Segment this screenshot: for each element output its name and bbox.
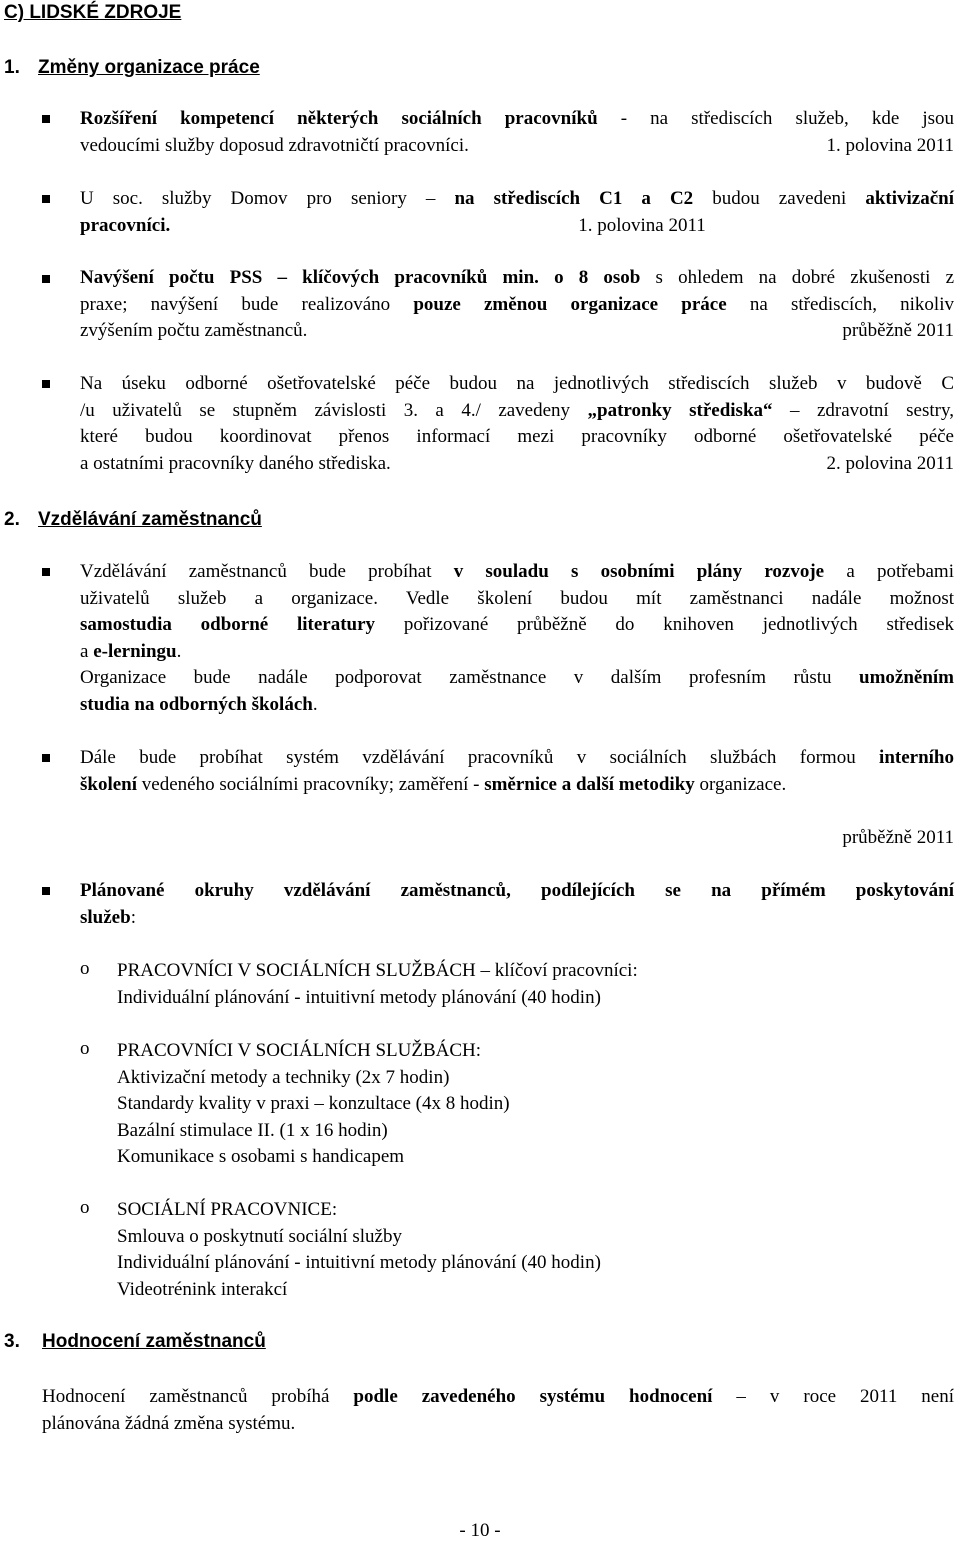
paragraph-competences xyxy=(80,106,954,159)
section-1-title: Změny organizace práce xyxy=(38,57,260,78)
section-2-title: Vzdělávání zaměstnanců xyxy=(38,509,262,530)
text: s ohledem na dobré zkušenosti z xyxy=(640,267,954,288)
text: budou zavedeni xyxy=(693,188,866,209)
text: U soc. služby Domov pro seniory – xyxy=(80,188,455,209)
text: : xyxy=(130,906,136,928)
square-bullet-icon xyxy=(42,380,50,388)
date-note: 2. polovina 2011 xyxy=(826,452,954,474)
section-1-number: 1. xyxy=(4,57,20,78)
text: /u uživatelů se stupněm závislosti 3. a 4./ zavedeny xyxy=(80,399,588,421)
training-group-social-clerks xyxy=(117,1197,601,1303)
bold-text: pouze změnou organizace práce xyxy=(413,293,727,315)
paragraph-nursing-care xyxy=(80,371,954,477)
section-3-number: 3. xyxy=(4,1331,20,1352)
group-line: Smlouva o poskytnutí sociální služby xyxy=(117,1225,402,1247)
date-note: 1. polovina 2011 xyxy=(826,134,954,156)
page-number: - 10 - xyxy=(459,1520,501,1541)
paragraph-planned-training xyxy=(80,878,954,931)
bold-text: aktivizační xyxy=(865,188,954,209)
square-bullet-icon xyxy=(42,275,50,283)
group-title: PRACOVNÍCI V SOCIÁLNÍCH SLUŽBÁCH – klíčoví pracovníci: xyxy=(117,960,638,981)
bold-text: v souladu s osobními plány rozvoje xyxy=(453,561,825,582)
bold-text: podle zavedeného systému hodnocení xyxy=(353,1386,713,1407)
group-line: Standardy kvality v praxi – konzultace (4x 8 hodin) xyxy=(117,1093,510,1114)
circle-bullet: o xyxy=(80,958,90,979)
bold-text: e-lerningu xyxy=(93,640,177,662)
date-note: průběžně 2011 xyxy=(842,827,954,848)
text: . xyxy=(176,640,182,662)
paragraph-internal-training xyxy=(80,745,954,852)
text: vedeného sociálními pracovníky; zaměření - xyxy=(137,773,485,795)
text: - na střediscích služeb, kde jsou xyxy=(597,108,954,129)
text: Organizace bude nadále podporovat zaměstnance v dalším profesním růstu xyxy=(80,667,859,688)
group-line: Aktivizační metody a techniky (2x 7 hodin) xyxy=(117,1066,450,1088)
text: – v roce 2011 není xyxy=(712,1386,954,1407)
group-line: Bazální stimulace II. (1 x 16 hodin) xyxy=(117,1119,388,1141)
text: Vzdělávání zaměstnanců bude probíhat xyxy=(80,561,454,582)
training-group-key-workers xyxy=(117,958,638,1011)
bold-text: směrnice a další metodiky xyxy=(484,773,695,795)
circle-bullet: o xyxy=(80,1197,90,1218)
section-2-number: 2. xyxy=(4,509,20,530)
text: zvýšením počtu zaměstnanců. xyxy=(80,320,308,341)
text: Na úseku odborné ošetřovatelské péče budou na jednotlivých střediscích služeb v budově C xyxy=(80,373,954,394)
text: na střediscích, nikoliv xyxy=(726,293,954,315)
text: – zdravotní sestry, xyxy=(772,399,955,421)
text: plánována žádná změna systému. xyxy=(42,1412,296,1434)
paragraph-education xyxy=(80,559,954,718)
group-line: Individuální plánování - intuitivní metody plánování (40 hodin) xyxy=(117,986,601,1008)
text: a ostatními pracovníky daného střediska. xyxy=(80,452,391,474)
bold-text: umožněním xyxy=(859,667,954,688)
paragraph-pss-increase xyxy=(80,265,954,345)
paragraph-activation-workers xyxy=(80,186,954,239)
section-3-heading xyxy=(4,1331,266,1353)
bold-text: samostudia odborné literatury xyxy=(80,614,376,635)
square-bullet-icon xyxy=(42,754,50,762)
text: praxe; navýšení bude realizováno xyxy=(80,293,414,315)
circle-bullet: o xyxy=(80,1038,90,1059)
text: Hodnocení zaměstnanců probíhá xyxy=(42,1386,354,1407)
text: uživatelů služeb a organizace. Vedle školení budou mít zaměstnanci nadále možnost xyxy=(80,587,954,609)
text: a xyxy=(80,640,94,662)
bold-text: studia na odborných školách xyxy=(80,693,313,715)
bold-text: „patronky střediska“ xyxy=(587,399,773,421)
bold-text: Rozšíření kompetencí některých sociálních pracovníků xyxy=(80,108,598,129)
bold-text: školení xyxy=(80,773,138,795)
text: a potřebami xyxy=(824,561,954,582)
text: které budou koordinovat přenos informací mezi pracovníky odborné ošetřovatelské péče xyxy=(80,426,954,447)
square-bullet-icon xyxy=(42,195,50,203)
square-bullet-icon xyxy=(42,568,50,576)
text: pořizované průběžně do knihoven jednotlivých středisek xyxy=(375,614,955,635)
bold-text: na střediscích C1 a C2 xyxy=(454,188,694,209)
bold-text: služeb xyxy=(80,906,131,928)
text: . xyxy=(312,693,318,715)
text: Dále bude probíhat systém vzdělávání pracovníků v sociálních službách formou xyxy=(80,747,880,768)
paragraph-evaluation xyxy=(42,1384,954,1437)
section-2-heading xyxy=(4,509,262,531)
training-group-social-workers xyxy=(117,1038,510,1171)
date-note: průběžně 2011 xyxy=(842,320,954,341)
date-note: 1. polovina 2011 xyxy=(578,214,706,236)
chapter-heading: C) LIDSKÉ ZDROJE xyxy=(4,2,182,23)
section-3-title: Hodnocení zaměstnanců xyxy=(42,1331,266,1352)
group-title: SOCIÁLNÍ PRACOVNICE: xyxy=(117,1199,338,1220)
text: organizace. xyxy=(694,773,787,795)
bold-text: interního xyxy=(879,747,954,768)
square-bullet-icon xyxy=(42,115,50,123)
bold-text: Plánované okruhy vzdělávání zaměstnanců, podílejících se na přímém poskytování xyxy=(80,880,954,901)
bold-text: Navýšení počtu PSS – klíčových pracovníků min. o 8 osob xyxy=(80,267,641,288)
section-1-heading xyxy=(4,57,260,79)
group-line: Komunikace s osobami s handicapem xyxy=(117,1146,405,1167)
square-bullet-icon xyxy=(42,887,50,895)
group-line: Videotrénink interakcí xyxy=(117,1278,288,1300)
group-title: PRACOVNÍCI V SOCIÁLNÍCH SLUŽBÁCH: xyxy=(117,1040,482,1061)
bold-text: pracovníci. xyxy=(80,214,171,236)
text: vedoucími služby doposud zdravotničtí pracovníci. xyxy=(80,134,469,156)
group-line: Individuální plánování - intuitivní metody plánování (40 hodin) xyxy=(117,1252,601,1273)
